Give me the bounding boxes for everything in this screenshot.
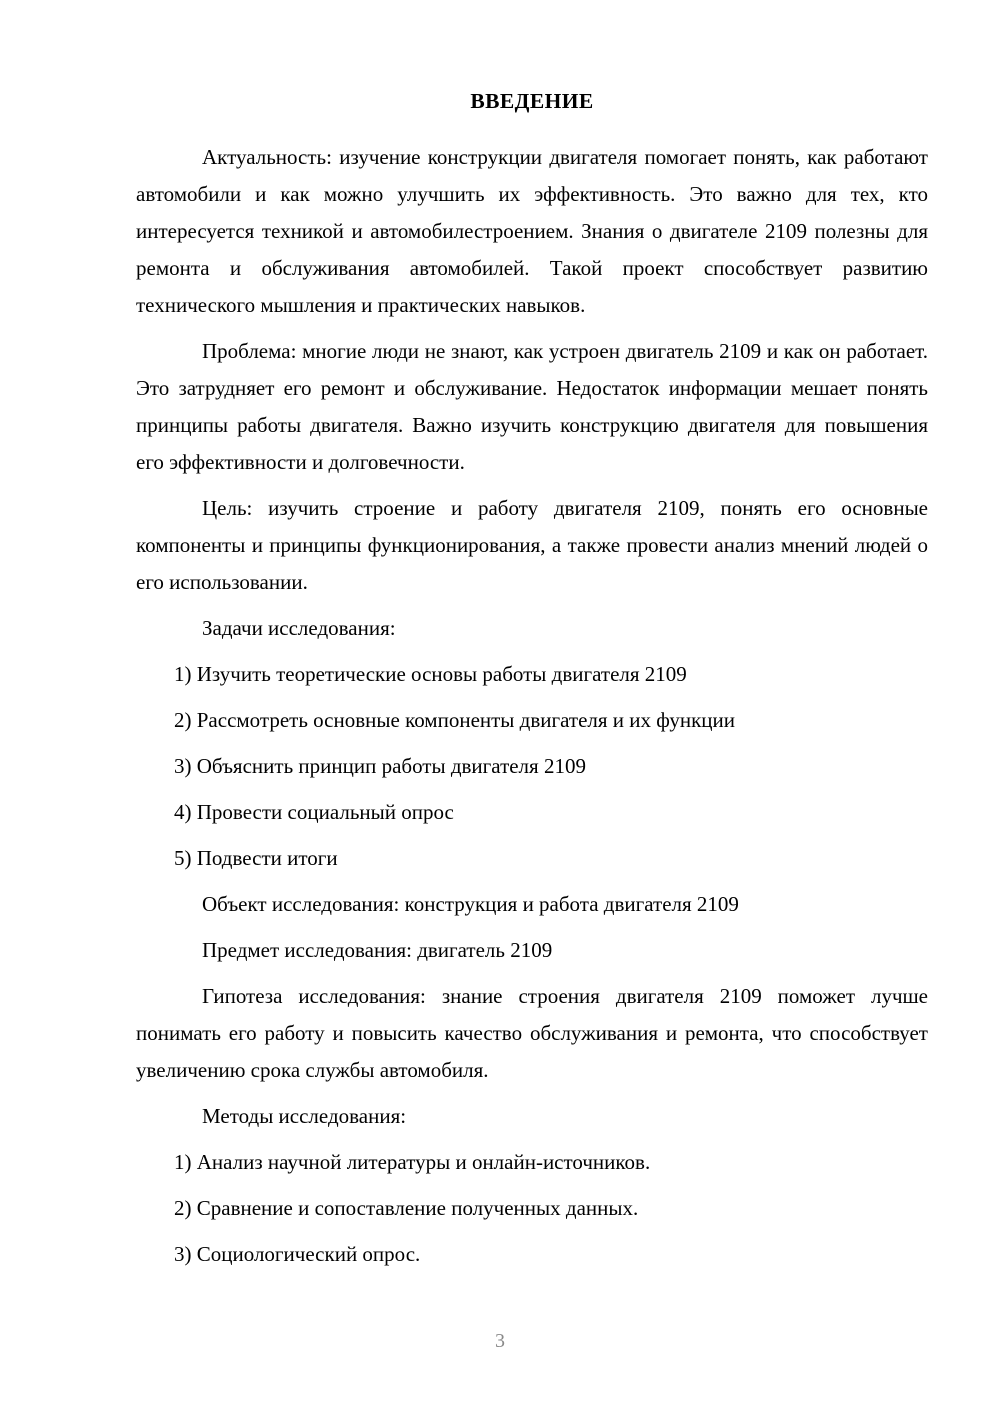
method-item-1: 1) Анализ научной литературы и онлайн-источников.	[174, 1149, 651, 1174]
task-item-5: 5) Подвести итоги	[174, 845, 338, 870]
paragraph-goal: Цель: изучить строение и работу двигателя 2109, понять его основные компоненты и принципы функционирования, а также провести анализ мнений людей о его использовании.	[136, 495, 928, 594]
tasks-heading: Задачи исследования:	[202, 615, 396, 640]
research-subject-line: Предмет исследования: двигатель 2109	[202, 937, 553, 962]
page-number: 3	[495, 1330, 505, 1352]
paragraph-relevance: Актуальность: изучение конструкции двигателя помогает понять, как работают автомобили и как можно улучшить их эффективность. Это важно для тех, кто интересуется техникой и автомобилестроением. Знания о двигателе 2109 полезны для ремонта и обслуживания автомобилей. Такой проект способствует развитию технического мышления и практических навыков.	[136, 144, 928, 317]
task-item-4: 4) Провести социальный опрос	[174, 799, 454, 824]
method-item-3: 3) Социологический опрос.	[174, 1241, 421, 1266]
method-item-2: 2) Сравнение и сопоставление полученных данных.	[174, 1195, 639, 1220]
paragraph-problem: Проблема: многие люди не знают, как устроен двигатель 2109 и как он работает. Это затрудняет его ремонт и обслуживание. Недостаток информации мешает понять принципы работы двигателя. Важно изучить конструкцию двигателя для повышения его эффективности и долговечности.	[136, 338, 928, 474]
methods-heading: Методы исследования:	[202, 1103, 407, 1128]
task-item-3: 3) Объяснить принцип работы двигателя 2109	[174, 753, 586, 778]
task-item-1: 1) Изучить теоретические основы работы двигателя 2109	[174, 661, 687, 686]
task-item-2: 2) Рассмотреть основные компоненты двигателя и их функции	[174, 707, 736, 732]
paragraph-hypothesis: Гипотеза исследования: знание строения двигателя 2109 поможет лучше понимать его работу и повысить качество обслуживания и ремонта, что способствует увеличению срока службы автомобиля.	[136, 983, 928, 1082]
research-object-line: Объект исследования: конструкция и работа двигателя 2109	[202, 891, 739, 916]
document-body	[136, 88, 928, 1282]
page-title: ВВЕДЕНИЕ	[470, 89, 594, 113]
